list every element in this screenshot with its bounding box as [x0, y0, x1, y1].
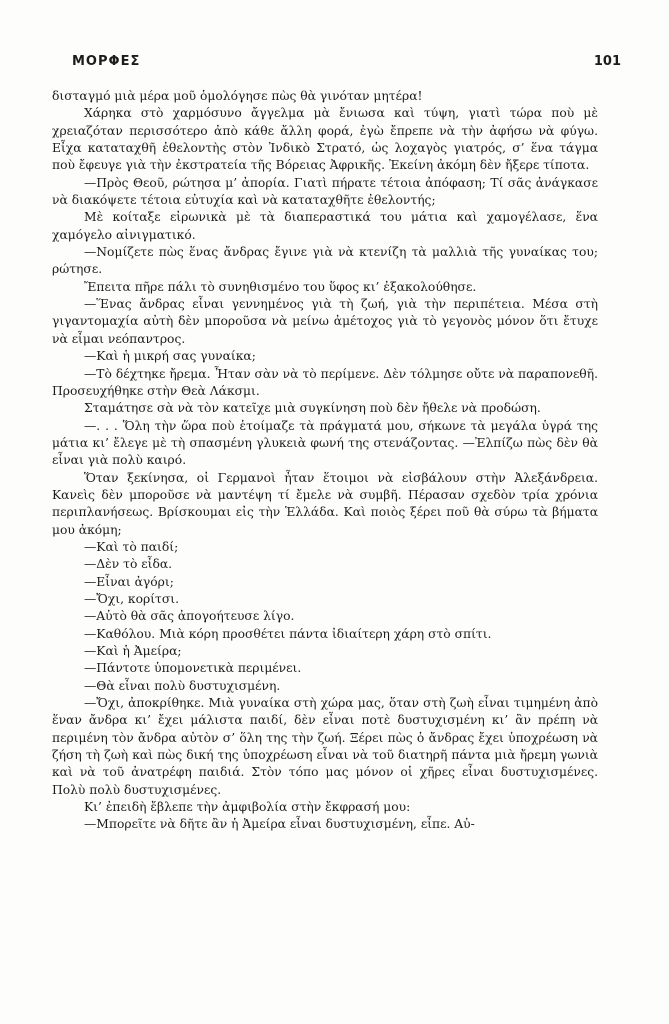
dialogue-line: —Καθόλου. Μιὰ κόρη προσθέτει πάντα ἰδιαίτερη χάρη στὸ σπίτι.: [84, 626, 492, 641]
running-header: [72, 54, 621, 72]
paragraph: —Νομίζετε πὼς ἕνας ἄνδρας ἔγινε γιὰ νὰ κτενίζη τὰ μαλλιὰ τῆς γυναίκας του; ρώτησε.: [52, 245, 598, 277]
paragraph: —Ἕνας ἄνδρας εἶναι γεννημένος γιὰ τὴ ζωή, γιὰ τὴν περιπέτεια. Μέσα στὴ γιγαντομαχία αὐτὴ δὲν μποροῦσα νὰ μείνω ἀμέτοχος γιὰ τὸ γεγονὸς μόνον ὅτι ἔτυχε νὰ εἶμαι νεόπαντρος.: [52, 297, 598, 346]
running-title: ΜΟΡΦΕΣ: [72, 54, 141, 69]
dialogue-line: —Καὶ ἡ Ἀμείρα;: [84, 644, 182, 658]
dialogue-line: —Ὄχι, κορίτσι.: [84, 591, 179, 606]
paragraph: —Ὄχι, ἀποκρίθηκε. Μιὰ γυναίκα στὴ χώρα μας, ὅταν στὴ ζωὴ εἶναι τιμημένη ἀπὸ ἕναν ἄνδρα κι’ ἔχει μάλιστα παιδί, δὲν εἶναι ποτὲ δυστυχισμένη κι’ ἂν πρέπη νὰ περιμένη τὸν ἄνδρα αὐτὸν σ’ ὅλη της τὴν ζωή. Ξέρει πὼς ὁ ἄνδρας ἔχει ὑποχρέωση νὰ ζήση τὴ ζωὴ καὶ πὼς δική της ὑποχρέωση εἶναι νὰ τοῦ διατηρῆ πάντα μιὰ ἤρεμη γωνιὰ καὶ νὰ τοῦ ἀνατρέφη παιδιά. Στὸν τόπο μας μόνον οἱ χῆρες εἶναι δυστυχισμένες. Πολὺ πολὺ δυστυχισμένες.: [52, 696, 598, 797]
paragraph: Μὲ κοίταξε εἰρωνικὰ μὲ τὰ διαπεραστικά του μάτια καὶ χαμογέλασε, ἕνα χαμόγελο αἰνιγματικό.: [52, 210, 598, 242]
dialogue-line: —Αὐτὸ θὰ σᾶς ἀπογοήτευσε λίγο.: [84, 609, 295, 624]
dialogue-line: —Καὶ τὸ παιδί;: [84, 539, 179, 554]
page-number: 101: [593, 54, 621, 69]
paragraph: —Καὶ ἡ μικρή σας γυναίκα;: [84, 349, 256, 364]
paragraph: Κι’ ἐπειδὴ ἔβλεπε τὴν ἀμφιβολία στὴν ἔκφρασή μου:: [84, 800, 411, 815]
paragraph: —Πρὸς Θεοῦ, ρώτησα μ’ ἀπορία. Γιατὶ πήρατε τέτοια ἀπόφαση; Τί σᾶς ἀνάγκασε νὰ διακόψετε τέτοια εὐτυχία καὶ νὰ καταταχθῆτε ἐθελοντής;: [52, 175, 598, 208]
dialogue-line: —Εἶναι ἀγόρι;: [84, 574, 174, 589]
paragraph: —. . . Ὅλη τὴν ὥρα ποὺ ἑτοίμαζε τὰ πράγματά μου, σήκωνε τὰ μεγάλα ὑγρά της μάτια κι’ ἔλεγε μὲ τὴ σπασμένη γλυκειὰ φωνή της στενάζοντας. —Ἐλπίζω πὼς δὲν θὰ εἶναι γιὰ πολὺ καιρό.: [52, 418, 598, 468]
dialogue-line: —Δὲν τὸ εἶδα.: [84, 557, 173, 572]
paragraph: Χάρηκα στὸ χαρμόσυνο ἄγγελμα μὰ ἔνιωσα καὶ τύψη, γιατὶ τώρα ποὺ μὲ χρειαζόταν περισσότερο ἀπὸ κάθε ἄλλη φορά, ἐγὼ ἔπρεπε νὰ τὴν ἀφήσω νὰ φύγω. Εἶχα καταταχθῆ ἐθελοντὴς στὸν Ἰνδικὸ Στρατό, ὡς λοχαγὸς γιατρός, σ’ ἕνα τάγμα ποὺ ἔφευγε γιὰ τὴν ἐκστρατεία τῆς Βόρειας Ἀφρικῆς. Ἐκείνη ἀκόμη δὲν ἤξερε τίποτα.: [52, 106, 598, 173]
paragraph: Ἔπειτα πῆρε πάλι τὸ συνηθισμένο του ὕφος κι’ ἐξακολούθησε.: [84, 279, 477, 294]
paragraph: —Τὸ δέχτηκε ἤρεμα. Ἦταν σὰν νὰ τὸ περίμενε. Δὲν τόλμησε οὔτε νὰ παραπονεθῆ. Προσευχήθηκε στὴν Θεὰ Λάκσμι.: [52, 366, 598, 398]
dialogue-line: —Πάντοτε ὑπομονετικὰ περιμένει.: [84, 661, 302, 676]
paragraph: —Μπορεῖτε νὰ δῆτε ἂν ἡ Ἀμείρα εἶναι δυστυχισμένη, εἶπε. Αὐ-: [84, 817, 475, 832]
paragraph: δισταγμό μιὰ μέρα μοῦ ὁμολόγησε πὼς θὰ γινόταν μητέρα!: [52, 89, 423, 103]
paragraph: Σταμάτησε σὰ νὰ τὸν κατεῖχε μιὰ συγκίνηση ποὺ δὲν ἤθελε νὰ προδώση.: [84, 401, 541, 416]
dialogue-line: —Θὰ εἶναι πολὺ δυστυχισμένη.: [84, 678, 281, 693]
body-text: [52, 88, 598, 834]
paragraph: Ὅταν ξεκίνησα, οἱ Γερμανοὶ ἦταν ἕτοιμοι νὰ εἰσβάλουν στὴν Ἀλεξάνδρεια. Κανεὶς δὲν μποροῦσε νὰ μαντέψη τί ἔμελε νὰ συμβῆ. Πέρασαν σχεδὸν τρία χρόνια περιπλανήσεως. Βρίσκουμαι εἰς τὴν Ἑλλάδα. Καὶ ποιὸς ξέρει ποῦ θὰ σύρω τὰ βήματα μου ἀκόμη;: [52, 470, 598, 537]
